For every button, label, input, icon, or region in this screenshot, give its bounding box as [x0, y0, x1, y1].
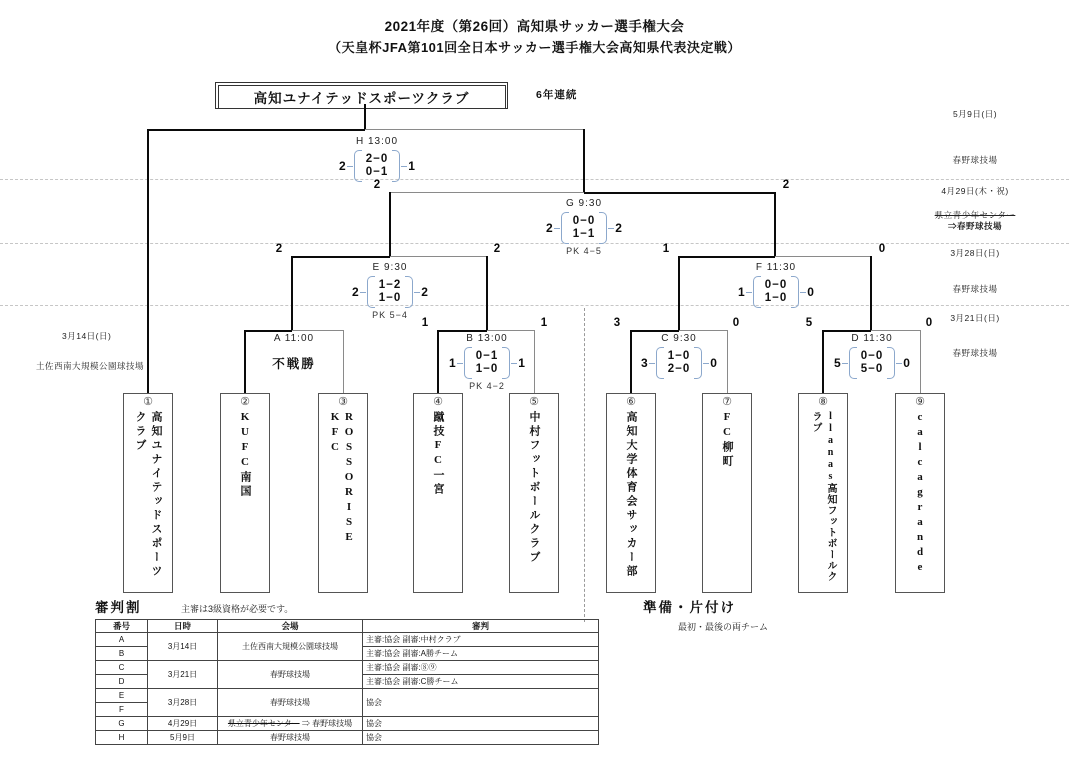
bracket-half-divider-line [584, 308, 585, 622]
match-b-label: B 13:00 [466, 333, 508, 344]
table-row-h [96, 731, 599, 745]
row-b-referee: 主審:協会 副審:A勝チーム [363, 647, 599, 661]
team-4-name: 蹴技FC一宮 [432, 411, 444, 497]
match-d-label: D 11:30 [851, 333, 893, 344]
match-g-leg2: 1−1 [572, 228, 596, 240]
score-tick [414, 292, 420, 293]
row-h-venue: 春野球技場 [218, 731, 363, 745]
row-c-referee: 主審:協会 副審:⑧⑨ [363, 661, 599, 675]
team-8-name: llanas高知フットボールクラブ [810, 411, 836, 582]
score-tick [842, 363, 848, 364]
match-d-legs [853, 347, 892, 379]
match-a-label: A 11:00 [273, 333, 315, 344]
match-b-leg2: 1−0 [475, 363, 499, 375]
match-f-leg1: 0−0 [764, 279, 788, 291]
match-b-left-agg: 1 [421, 317, 429, 329]
table-row-a [96, 633, 599, 647]
score-tick [800, 292, 806, 293]
match-c-right-score: 0 [710, 356, 717, 370]
final-venue-label: 春野球技場 [952, 155, 998, 165]
bracket-line [390, 192, 584, 193]
team-1-name: 高知ユナイテッドスポーツクラブ [134, 411, 162, 579]
row-cd-venue: 春野球技場 [218, 661, 363, 689]
team-5-number: ⑤ [529, 396, 539, 408]
round2-date-label: 3月21日(日) [950, 313, 1000, 323]
score-bracket-right [791, 276, 799, 308]
table-row-e [96, 689, 599, 703]
semifinal-date-label: 4月29日(木・祝) [941, 186, 1009, 196]
team-8-number: ⑧ [818, 396, 828, 408]
match-g-left-agg: 2 [373, 179, 381, 191]
score-tick [401, 166, 407, 167]
match-e-label: E 9:30 [372, 262, 408, 273]
match-f-right-agg: 0 [878, 243, 886, 255]
winner-line [147, 129, 149, 393]
match-h-left-score: 2 [339, 159, 346, 173]
score-bracket-right [392, 150, 400, 182]
match-e [305, 262, 475, 320]
row-g-referee: 協会 [363, 717, 599, 731]
referee-table-header-row [96, 620, 599, 633]
match-d-leg2: 5−0 [860, 363, 884, 375]
match-h-leg1: 2−0 [365, 153, 389, 165]
referee-section-title: 審判割 [95, 600, 142, 615]
row-a-referee: 主審:協会 副審:中村クラブ [363, 633, 599, 647]
col-header-number: 番号 [96, 620, 148, 633]
match-f-left-score: 1 [738, 285, 745, 299]
quarterfinal-date-label: 3月28日(日) [950, 248, 1000, 258]
team-5-name: 中村フットボールクラブ [528, 411, 540, 565]
quarterfinal-venue-label: 春野球技場 [952, 284, 998, 294]
score-tick [360, 292, 366, 293]
match-e-legs [371, 276, 410, 308]
winner-line [486, 256, 488, 330]
winner-line [438, 330, 487, 332]
match-e-score [305, 276, 475, 308]
team-box-9 [895, 393, 945, 593]
bracket-line [775, 256, 872, 257]
winner-line [774, 192, 776, 256]
score-bracket-right [502, 347, 510, 379]
bracket-line [487, 330, 534, 331]
round1-date-label: 3月14日(日) [62, 331, 112, 341]
match-g-label: G 9:30 [565, 198, 603, 209]
match-d-left-agg: 5 [805, 317, 813, 329]
match-g-leg1: 0−0 [572, 215, 596, 227]
match-e-pk: PK 5−4 [372, 310, 408, 320]
score-tick [896, 363, 902, 364]
row-h-referee: 協会 [363, 731, 599, 745]
team-4-number: ④ [433, 396, 443, 408]
winner-line [148, 129, 365, 131]
score-tick [703, 363, 709, 364]
match-e-right-score: 2 [421, 285, 428, 299]
team-1-number: ① [143, 396, 153, 408]
team-2-name: KUFC南国 [239, 411, 251, 499]
row-g-venue-arrow: ⇒ [301, 719, 310, 728]
match-h-score [292, 150, 462, 182]
team-box-5 [509, 393, 559, 593]
round1-venue-label: 土佐西南大規模公園球技場 [36, 361, 145, 371]
row-a-number: A [96, 633, 148, 647]
team-box-1 [123, 393, 173, 593]
match-g-pk: PK 4−5 [566, 246, 602, 256]
score-tick [347, 166, 353, 167]
match-d-right-score: 0 [903, 356, 910, 370]
champion-streak-note: 6年連続 [536, 89, 578, 101]
champion-box [215, 82, 508, 109]
winner-line [291, 256, 293, 330]
winner-line [678, 256, 680, 330]
col-header-referee: 審判 [363, 620, 599, 633]
bracket-line [390, 256, 488, 257]
score-tick [746, 292, 752, 293]
col-header-datetime: 日時 [148, 620, 218, 633]
team-7-name: FC柳町 [721, 411, 733, 469]
team-box-2 [220, 393, 270, 593]
round-separator-line [0, 305, 1069, 306]
score-tick [554, 228, 560, 229]
row-ef-venue: 春野球技場 [218, 689, 363, 717]
row-g-number: G [96, 717, 148, 731]
team-box-4 [413, 393, 463, 593]
match-b [402, 333, 572, 391]
match-g-right-agg: 2 [782, 179, 790, 191]
bracket-line [292, 330, 343, 331]
table-row-g [96, 717, 599, 731]
winner-line [823, 330, 871, 332]
row-ab-date: 3月14日 [148, 633, 218, 661]
team-3-number: ③ [338, 396, 348, 408]
page-subtitle: （天皇杯JFA第101回全日本サッカー選手権大会高知県代表決定戦） [328, 40, 741, 55]
match-b-left-score: 1 [449, 356, 456, 370]
match-h-legs [358, 150, 397, 182]
team-6-name: 高知大学体育会サッカー部 [625, 411, 637, 579]
winner-line [631, 330, 679, 332]
row-h-date: 5月9日 [148, 731, 218, 745]
match-c-right-agg: 0 [732, 317, 740, 329]
match-d-leg1: 0−0 [860, 350, 884, 362]
row-h-number: H [96, 731, 148, 745]
match-c-score [594, 347, 764, 379]
row-ef-date: 3月28日 [148, 689, 218, 717]
row-d-referee: 主審:協会 副審:C勝チーム [363, 675, 599, 689]
team-9-name: calcagrande [914, 411, 926, 576]
match-f-legs [757, 276, 796, 308]
match-e-leg2: 1−0 [378, 292, 402, 304]
semifinal-new-venue-label: ⇒春野球技場 [947, 221, 1002, 231]
row-d-number: D [96, 675, 148, 689]
match-c-left-agg: 3 [613, 317, 621, 329]
row-g-old-venue: 県立青少年センター [227, 719, 300, 728]
match-b-score [402, 347, 572, 379]
round2-venue-label: 春野球技場 [952, 348, 998, 358]
referee-section-note: 主審は3級資格が必要です。 [181, 604, 294, 614]
match-b-legs [468, 347, 507, 379]
team-9-number: ⑨ [915, 396, 925, 408]
row-ef-referee: 協会 [363, 689, 599, 717]
match-e-right-agg: 2 [493, 243, 501, 255]
match-a-walkover-note: 不戦勝 [272, 357, 316, 371]
team-6-number: ⑥ [626, 396, 636, 408]
semifinal-old-venue-label: 県立青少年センター [934, 210, 1016, 220]
match-b-leg1: 0−1 [475, 350, 499, 362]
team-box-6 [606, 393, 656, 593]
match-e-leg1: 1−2 [378, 279, 402, 291]
match-e-left-score: 2 [352, 285, 359, 299]
match-g-left-score: 2 [546, 221, 553, 235]
match-c-leg1: 1−0 [667, 350, 691, 362]
team-box-3 [318, 393, 368, 593]
bracket-line [365, 129, 584, 130]
winner-line [584, 192, 776, 194]
prep-section-title: 準備・片付け [643, 600, 736, 615]
match-c-leg2: 2−0 [667, 363, 691, 375]
score-tick [457, 363, 463, 364]
prep-section-note: 最初・最後の両チーム [678, 622, 769, 632]
match-b-right-score: 1 [518, 356, 525, 370]
winner-line [292, 256, 390, 258]
bracket-line [679, 330, 727, 331]
match-f-right-score: 0 [807, 285, 814, 299]
match-h [292, 136, 462, 182]
match-h-label: H 13:00 [355, 136, 399, 147]
score-tick [649, 363, 655, 364]
match-g [499, 198, 669, 256]
winner-line [389, 192, 391, 256]
referee-table [95, 619, 599, 745]
bracket-line [871, 330, 920, 331]
team-2-number: ② [240, 396, 250, 408]
row-g-venue [218, 717, 363, 731]
match-b-pk: PK 4−2 [469, 381, 505, 391]
row-g-date: 4月29日 [148, 717, 218, 731]
winner-line [679, 256, 775, 258]
match-b-right-agg: 1 [540, 317, 548, 329]
match-d-left-score: 5 [834, 356, 841, 370]
match-d-right-agg: 0 [925, 317, 933, 329]
match-g-legs [565, 212, 604, 244]
match-f-leg2: 1−0 [764, 292, 788, 304]
match-g-right-score: 2 [615, 221, 622, 235]
row-cd-date: 3月21日 [148, 661, 218, 689]
match-h-right-score: 1 [408, 159, 415, 173]
match-f-left-agg: 1 [662, 243, 670, 255]
page-title: 2021年度（第26回）高知県サッカー選手権大会 [384, 19, 685, 34]
champion-name: 高知ユナイテッドスポーツクラブ [218, 85, 506, 109]
score-tick [608, 228, 614, 229]
score-bracket-right [599, 212, 607, 244]
match-g-score [499, 212, 669, 244]
score-bracket-right [694, 347, 702, 379]
match-f [691, 262, 861, 308]
match-e-left-agg: 2 [275, 243, 283, 255]
col-header-venue: 会場 [218, 620, 363, 633]
row-g-new-venue: 春野球技場 [312, 719, 353, 728]
team-7-number: ⑦ [722, 396, 732, 408]
winner-line [245, 330, 292, 332]
match-c-label: C 9:30 [661, 333, 697, 344]
row-c-number: C [96, 661, 148, 675]
winner-line [870, 256, 872, 330]
final-date-label: 5月9日(日) [952, 109, 998, 119]
match-f-score [691, 276, 861, 308]
winner-line [364, 104, 366, 129]
match-f-label: F 11:30 [755, 262, 797, 273]
row-f-number: F [96, 703, 148, 717]
row-b-number: B [96, 647, 148, 661]
table-row-c [96, 661, 599, 675]
winner-line [583, 129, 585, 192]
match-a [209, 333, 379, 372]
row-ab-venue: 土佐西南大規模公園球技場 [218, 633, 363, 661]
score-tick [511, 363, 517, 364]
team-box-8 [798, 393, 848, 593]
team-box-7 [702, 393, 752, 593]
row-e-number: E [96, 689, 148, 703]
score-bracket-right [405, 276, 413, 308]
team-3-name: ROSSORISE KFC [329, 411, 355, 560]
match-c-legs [660, 347, 699, 379]
score-bracket-right [887, 347, 895, 379]
match-c [594, 333, 764, 379]
round-separator-line [0, 179, 1069, 180]
match-h-leg2: 0−1 [365, 166, 389, 178]
match-c-left-score: 3 [641, 356, 648, 370]
